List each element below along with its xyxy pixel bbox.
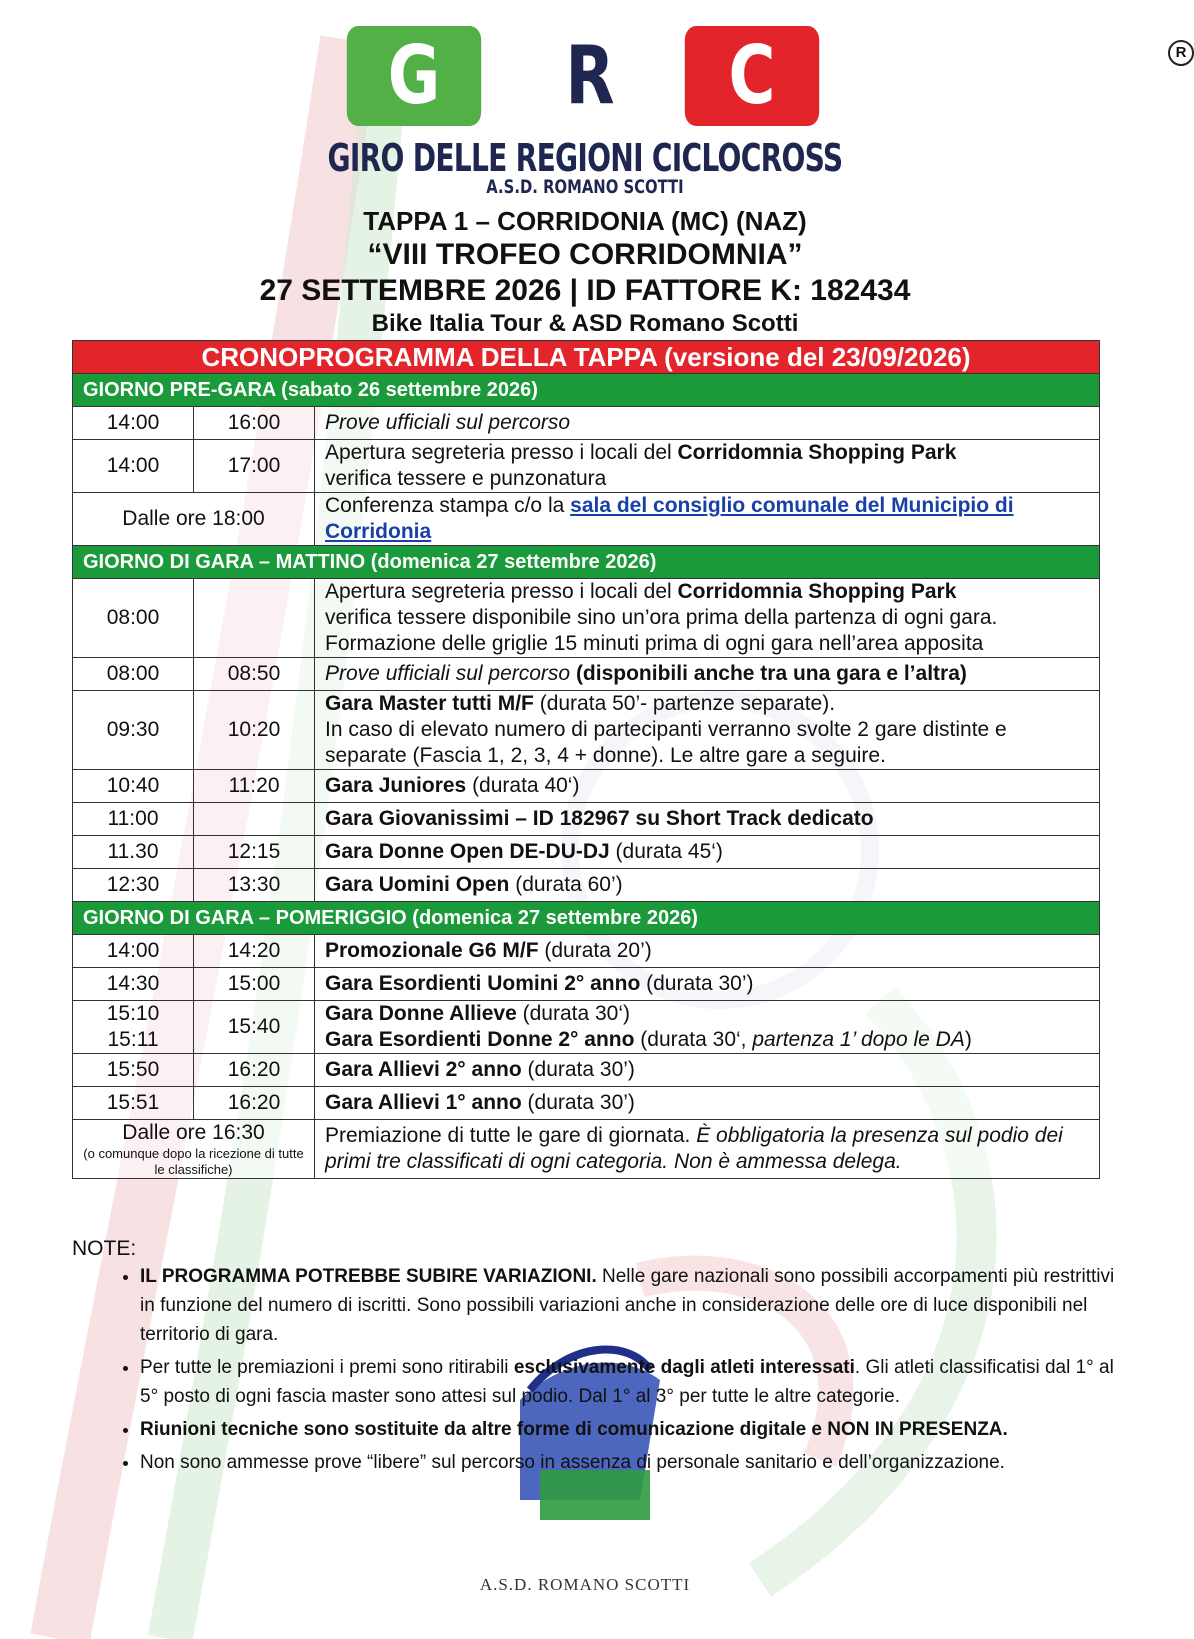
table-row <box>73 836 1100 869</box>
table-row <box>73 407 1100 440</box>
schedule-title-row <box>73 341 1100 374</box>
venue-name: Corridomnia Shopping Park <box>677 580 957 603</box>
start-time: 11.30 <box>73 836 194 869</box>
end-time: 14:20 <box>194 935 315 968</box>
desc-text: (durata 60’) <box>509 873 623 896</box>
table-row <box>73 770 1100 803</box>
stage-title: TAPPA 1 – CORRIDONIA (MC) (NAZ) <box>363 206 807 236</box>
end-time: 10:20 <box>194 691 315 770</box>
end-time <box>194 803 315 836</box>
time-range <box>73 1120 315 1179</box>
race-name: Gara Donne Open DE-DU-DJ <box>325 840 610 863</box>
end-time: 16:20 <box>194 1054 315 1087</box>
logo-letter-g: G <box>347 26 481 126</box>
description <box>315 440 1100 493</box>
list-item <box>140 1262 1130 1349</box>
table-row <box>73 579 1100 658</box>
table-row <box>73 1087 1100 1120</box>
schedule-table <box>72 340 1100 1179</box>
race-name: Gara Esordienti Donne 2° anno <box>325 1028 635 1051</box>
organization-subtitle: A.S.D. ROMANO SCOTTI <box>486 176 684 198</box>
race-name: Gara Uomini Open <box>325 873 510 896</box>
table-row <box>73 869 1100 902</box>
start-time: 11:00 <box>73 803 194 836</box>
list-item: • Riunioni tecniche sono sostituite da altre forme di comunicazione digitale e NON IN PRESENZA. <box>140 1415 1130 1444</box>
table-row <box>73 1120 1100 1179</box>
section-title: GIORNO DI GARA – MATTINO (domenica 27 settembre 2026) <box>73 546 1100 579</box>
desc-text: (durata 30’) <box>640 972 754 995</box>
time-range: Dalle ore 18:00 <box>73 493 315 546</box>
date-id-line: 27 SETTEMBRE 2026 | ID FATTORE K: 182434 <box>259 274 911 307</box>
race-name: Gara Donne Allieve <box>325 1002 517 1025</box>
start-time: 10:40 <box>73 770 194 803</box>
award-time-note: (o comunque dopo la ricezione di tutte le classifiche) <box>83 1146 304 1177</box>
start-time: 15:51 <box>73 1087 194 1120</box>
description <box>315 493 1100 546</box>
council-hall-link[interactable]: sala del consiglio comunale del Municipio di Corridonia <box>325 494 1014 543</box>
end-time: 08:50 <box>194 658 315 691</box>
description <box>315 836 1100 869</box>
note-text: Per tutte le premiazioni i premi sono ritirabili <box>140 1357 514 1378</box>
note-bold: IL PROGRAMMA POTREBBE SUBIRE VARIAZIONI. <box>140 1266 597 1287</box>
organizers-line: Bike Italia Tour & ASD Romano Scotti <box>371 310 799 337</box>
start-time: 14:00 <box>73 935 194 968</box>
section-race-afternoon <box>73 902 1100 935</box>
start-time: 09:30 <box>73 691 194 770</box>
end-time <box>194 579 315 658</box>
desc-bold: (disponibili anche tra una gara e l’altra) <box>570 662 967 685</box>
note-bold: esclusivamente dagli atleti interessati <box>513 1357 855 1378</box>
end-time: 13:30 <box>194 869 315 902</box>
start-time: 08:00 <box>73 579 194 658</box>
race-name: Gara Allievi 1° anno <box>325 1091 522 1114</box>
desc-text: Apertura segreteria presso i locali del <box>325 441 678 464</box>
start-time: 08:00 <box>73 658 194 691</box>
desc-text: (durata 20’) <box>538 939 652 962</box>
desc-text: (durata 40‘) <box>466 774 580 797</box>
description <box>315 1120 1100 1179</box>
registered-mark-icon: R <box>1168 40 1194 66</box>
description <box>315 691 1100 770</box>
description <box>315 1001 1100 1054</box>
end-time: 17:00 <box>194 440 315 493</box>
desc-text: Prove ufficiali sul percorso <box>325 662 571 685</box>
table-row <box>73 968 1100 1001</box>
start-time: 14:00 <box>73 407 194 440</box>
table-row <box>73 935 1100 968</box>
desc-text: verifica tessere e punzonatura <box>325 467 607 490</box>
notes-heading: NOTE: <box>72 1237 137 1260</box>
race-name: Gara Allievi 2° anno <box>325 1058 522 1081</box>
table-row <box>73 1054 1100 1087</box>
race-name: Gara Master tutti M/F <box>325 692 534 715</box>
desc-italic: È obbligatoria la presenza sul podio dei primi tre classificati di ogni categoria. Non è ammessa delega. <box>325 1124 1063 1173</box>
desc-text: Apertura segreteria presso i locali del <box>325 580 678 603</box>
section-race-morning <box>73 546 1100 579</box>
end-time: 15:00 <box>194 968 315 1001</box>
footer-organization: A.S.D. ROMANO SCOTTI <box>479 1575 691 1594</box>
description <box>315 658 1100 691</box>
table-row <box>73 658 1100 691</box>
race-name: Gara Juniores <box>325 774 467 797</box>
start-time-1: 15:10 <box>106 1002 160 1025</box>
race-name: Gara Esordienti Uomini 2° anno <box>325 972 641 995</box>
section-title: GIORNO DI GARA – POMERIGGIO (domenica 27 settembre 2026) <box>73 902 1100 935</box>
race-name: Promozionale G6 M/F <box>325 939 539 962</box>
description: Gara Giovanissimi – ID 182967 su Short Track dedicato <box>315 803 1100 836</box>
logo-letter-r: R <box>565 29 615 122</box>
trophy-title: “VIII TROFEO CORRIDOMNIA” <box>367 238 803 271</box>
description <box>315 869 1100 902</box>
desc-italic: partenza 1’ dopo le DA <box>752 1028 965 1051</box>
desc-text: Formazione delle griglie 15 minuti prima di ogni gara nell’area apposita <box>325 632 984 655</box>
table-row <box>73 493 1100 546</box>
start-time: 15:50 <box>73 1054 194 1087</box>
desc-text: (durata 30‘, <box>634 1028 753 1051</box>
desc-text: ) <box>964 1028 972 1051</box>
description <box>315 1087 1100 1120</box>
desc-text: verifica tessere disponibile sino un’ora prima della partenza di ogni gara. <box>325 606 998 629</box>
logo-letter-c: C <box>685 26 819 126</box>
notes-list <box>96 1262 1130 1481</box>
desc-text: Conferenza stampa c/o la <box>325 494 571 517</box>
section-pre-race <box>73 374 1100 407</box>
list-item: • Non sono ammesse prove “libere” sul percorso in assenza di personale sanitario e dell’organizzazione. <box>140 1448 1130 1477</box>
desc-text: (durata 30‘) <box>516 1002 631 1025</box>
table-row <box>73 1001 1100 1054</box>
start-time: 14:00 <box>73 440 194 493</box>
organization-title: GIRO DELLE REGIONI CICLOCROSS <box>327 136 843 180</box>
note-text: . Gli atleti classificatisi dal 1° al 5° posto di ogni fascia master sono attesi sul podio. Dal 1° al 3° per tutte le altre categorie. <box>140 1357 1114 1407</box>
list-item <box>140 1353 1130 1411</box>
note-text: Nelle gare nazionali sono possibili accorpamenti più restrittivi in funzione del numero di iscritti. Sono possibili variazioni anche in considerazione delle ore di luce disponibili nel territorio di gara. <box>140 1266 1115 1345</box>
desc-text: (durata 50’- partenze separate). <box>533 692 836 715</box>
description <box>315 1054 1100 1087</box>
desc-text: (durata 30’) <box>521 1091 635 1114</box>
description <box>315 770 1100 803</box>
section-title: GIORNO PRE-GARA (sabato 26 settembre 2026) <box>73 374 1100 407</box>
start-time-2: 15:11 <box>107 1028 159 1051</box>
grc-logo <box>330 26 1187 126</box>
table-row <box>73 440 1100 493</box>
description: Prove ufficiali sul percorso <box>315 407 1100 440</box>
schedule-title: CRONOPROGRAMMA DELLA TAPPA (versione del 23/09/2026) <box>73 341 1100 374</box>
award-time: Dalle ore 16:30 <box>122 1121 265 1144</box>
description <box>315 579 1100 658</box>
start-time: 14:30 <box>73 968 194 1001</box>
desc-text: In caso di elevato numero di partecipanti verranno svolte 2 gare distinte e separate (Fascia 1, 2, 3, 4 + donne). Le altre gare a seguire. <box>325 718 1007 767</box>
table-row <box>73 691 1100 770</box>
end-time: 11:20 <box>194 770 315 803</box>
end-time: 16:20 <box>194 1087 315 1120</box>
table-row <box>73 803 1100 836</box>
desc-text: (durata 45‘) <box>609 840 723 863</box>
start-time <box>73 1001 194 1054</box>
end-time: 16:00 <box>194 407 315 440</box>
description <box>315 935 1100 968</box>
end-time: 15:40 <box>194 1001 315 1054</box>
venue-name: Corridomnia Shopping Park <box>677 441 957 464</box>
desc-text: (durata 30’) <box>521 1058 635 1081</box>
desc-text: Premiazione di tutte le gare di giornata. <box>325 1124 697 1147</box>
start-time: 12:30 <box>73 869 194 902</box>
end-time: 12:15 <box>194 836 315 869</box>
description <box>315 968 1100 1001</box>
